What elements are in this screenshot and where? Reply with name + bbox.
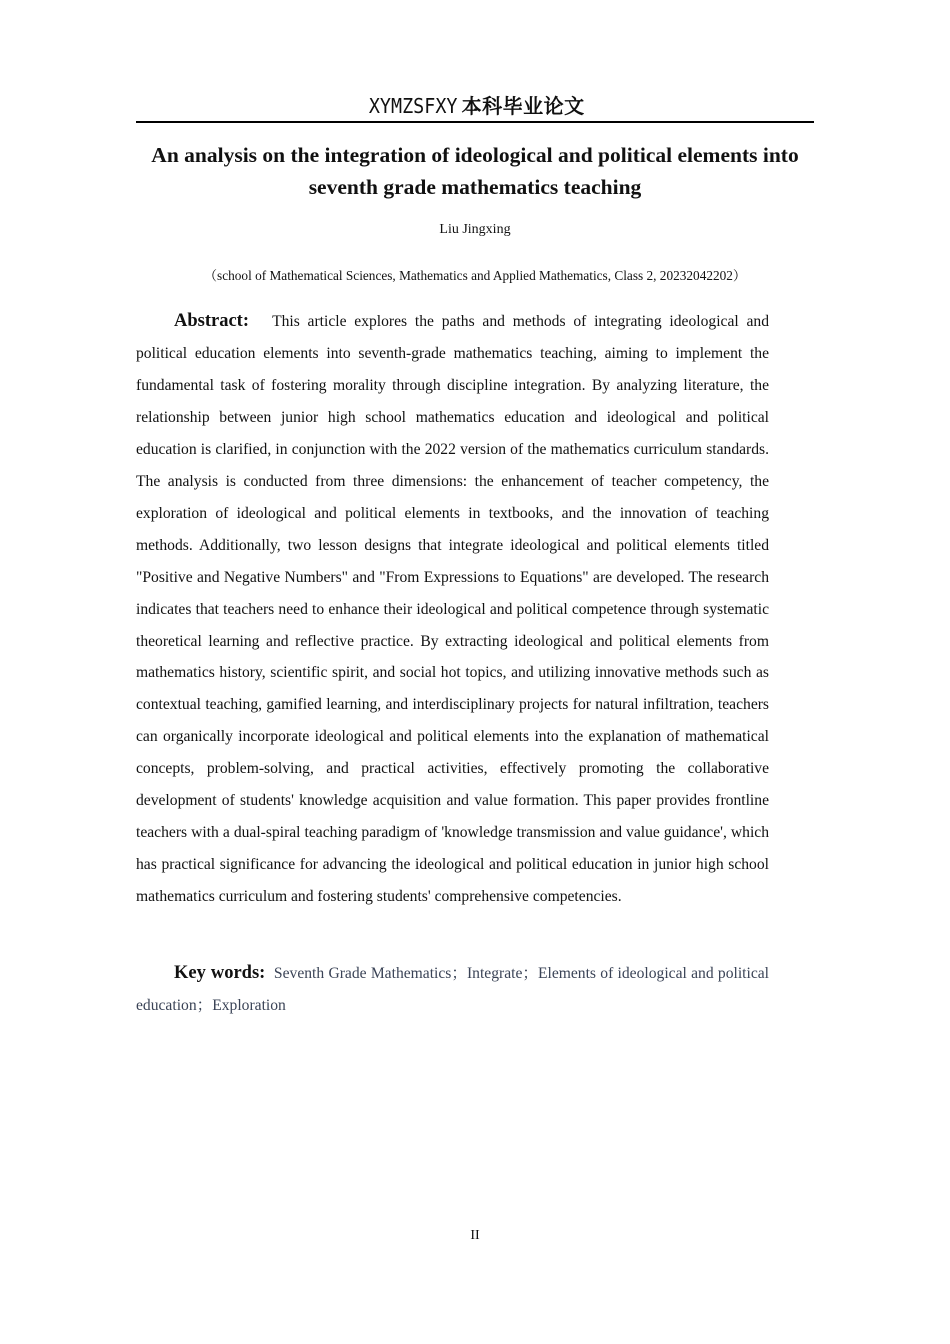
page-number: II [470,1228,480,1243]
abstract-label: Abstract: [174,311,250,331]
header-label: 本科毕业论文 [461,94,585,118]
running-header [136,92,814,120]
keywords-text: Seventh Grade Mathematics；Integrate；Elements of ideological and political education；Exploration [136,965,770,1014]
abstract [136,306,769,913]
abstract-text: This article explores the paths and methods of integrating ideological and political education elements into seventh-grade mathematics teaching, aiming to implement the fundamental task of fostering morality through discipline integration. By analyzing literature, the relationship between junior high school mathematics education and ideological and political education is clarified, in conjunction with the 2022 version of the mathematics curriculum standards. The analysis is conducted from three dimensions: the enhancement of teacher competency, the exploration of ideological and political elements in textbooks, and the innovation of teaching methods. Additionally, two lesson designs that integrate ideological and political elements titled "Positive and Negative Numbers" and "From Expressions to Equations" are developed. The research indicates that teachers need to enhance their ideological and political competence through systematic theoretical learning and reflective practice. By extracting ideological and political elements from mathematics history, scientific spirit, and social hot topics, and utilizing innovative methods such as contextual teaching, gamified learning, and interdisciplinary projects for natural infiltration, teachers can organically incorporate ideological and political elements into the explanation of mathematical concepts, problem-solving, and practical activities, effectively promoting the collaborative development of students' knowledge acquisition and value formation. This paper provides frontline teachers with a dual-spiral teaching paradigm of 'knowledge transmission and value guidance', which has practical significance for advancing the ideological and political education in junior high school mathematics curriculum and fostering students' comprehensive competencies. [136,313,769,906]
author: Liu Jingxing [439,222,511,237]
affiliation: （school of Mathematical Sciences, Mathematics and Applied Mathematics, Class 2, 20232042202） [203,268,747,283]
paper-title: An analysis on the integration of ideological and political elements into seventh grade mathematics teaching [151,143,799,199]
header-rule [136,121,814,123]
keywords [136,957,769,1022]
header-institution: XYMZSFXY [369,94,458,118]
keywords-label: Key words: [174,963,266,983]
